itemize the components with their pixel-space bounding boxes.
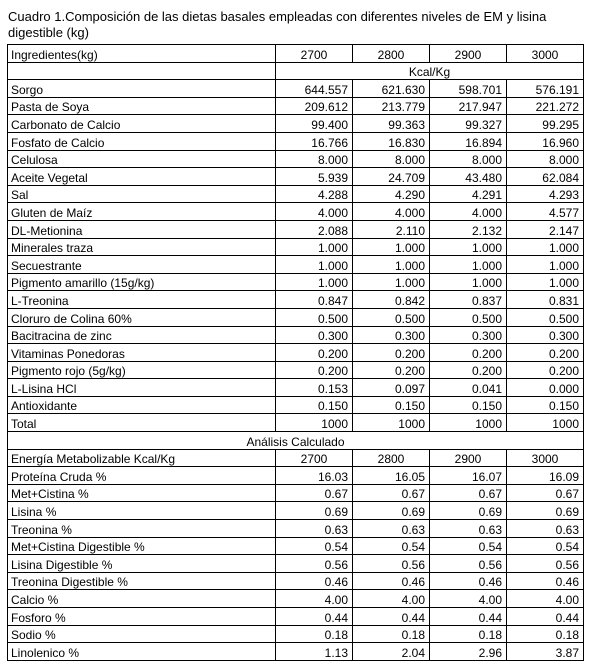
analysis-header-level: 2900 (430, 449, 507, 467)
header-level: 2800 (353, 45, 430, 63)
analysis-row (8, 537, 584, 555)
unit-row (8, 62, 584, 80)
row-value: 4.290 (353, 185, 430, 203)
row-value: 0.500 (430, 308, 507, 326)
analysis-row (8, 467, 584, 485)
row-value: 4.00 (507, 590, 584, 608)
row-value: 1.000 (430, 273, 507, 291)
analysis-row (8, 608, 584, 626)
row-value: 4.293 (507, 185, 584, 203)
row-value: 0.200 (276, 344, 353, 362)
header-label: Ingredientes(kg) (8, 45, 276, 63)
row-value: 598.701 (430, 80, 507, 98)
row-value: 1.000 (353, 238, 430, 256)
row-value: 8.000 (507, 150, 584, 168)
row-value: 43.480 (430, 168, 507, 186)
row-value: 99.327 (430, 115, 507, 133)
row-value: 0.63 (430, 520, 507, 538)
unit-row-blank (8, 62, 276, 80)
row-value: 0.18 (507, 625, 584, 643)
row-value: 0.18 (430, 625, 507, 643)
row-label: Sal (8, 185, 276, 203)
row-value: 1.000 (430, 256, 507, 274)
row-label: Lisina % (8, 502, 276, 520)
row-label: Sorgo (8, 80, 276, 98)
analysis-header-level: 2700 (276, 449, 353, 467)
row-value: 0.18 (353, 625, 430, 643)
row-value: 0.150 (276, 396, 353, 414)
row-label: Lisina Digestible % (8, 555, 276, 573)
row-value: 0.150 (430, 396, 507, 414)
ingredient-row (8, 97, 584, 115)
header-level: 3000 (507, 45, 584, 63)
row-value: 3.87 (507, 643, 584, 661)
ingredient-row (8, 132, 584, 150)
table-caption: Cuadro 1.Composición de las dietas basales empleadas con diferentes niveles de EM y lisina digestible (kg) (8, 9, 547, 40)
row-value: 1.13 (276, 643, 353, 661)
row-value: 2.147 (507, 220, 584, 238)
row-value: 1.000 (353, 256, 430, 274)
analysis-row (8, 502, 584, 520)
ingredient-row (8, 273, 584, 291)
ingredient-row (8, 115, 584, 133)
row-value: 0.56 (353, 555, 430, 573)
row-value: 0.000 (507, 379, 584, 397)
row-value: 24.709 (353, 168, 430, 186)
ingredient-row (8, 150, 584, 168)
row-value: 0.46 (430, 572, 507, 590)
row-value: 16.830 (353, 132, 430, 150)
row-label: Celulosa (8, 150, 276, 168)
row-value: 0.54 (276, 537, 353, 555)
row-value: 0.200 (430, 344, 507, 362)
row-label: Fosforo % (8, 608, 276, 626)
header-level: 2900 (430, 45, 507, 63)
row-value: 1.000 (507, 273, 584, 291)
row-value: 1.000 (507, 238, 584, 256)
row-value: 0.67 (507, 484, 584, 502)
analysis-header-label: Energía Metabolizable Kcal/Kg (8, 449, 276, 467)
row-value: 0.46 (507, 572, 584, 590)
row-label: Pigmento amarillo (15g/kg) (8, 273, 276, 291)
row-value: 0.842 (353, 291, 430, 309)
row-value: 0.69 (507, 502, 584, 520)
row-value: 217.947 (430, 97, 507, 115)
row-value: 1.000 (430, 238, 507, 256)
analysis-row (8, 625, 584, 643)
row-value: 0.097 (353, 379, 430, 397)
row-value: 0.44 (507, 608, 584, 626)
row-value: 99.363 (353, 115, 430, 133)
ingredient-row (8, 185, 584, 203)
header-row (8, 45, 584, 63)
row-value: 5.939 (276, 168, 353, 186)
row-value: 4.000 (353, 203, 430, 221)
row-value: 644.557 (276, 80, 353, 98)
row-label: Proteína Cruda % (8, 467, 276, 485)
row-value: 16.03 (276, 467, 353, 485)
row-value: 0.200 (353, 361, 430, 379)
row-label: Sodio % (8, 625, 276, 643)
row-value: 0.200 (507, 344, 584, 362)
table-body (8, 45, 584, 661)
analysis-title-row (8, 432, 584, 450)
row-label: L-Treonina (8, 291, 276, 309)
row-label: Calcio % (8, 590, 276, 608)
row-label: Aceite Vegetal (8, 168, 276, 186)
row-value: 209.612 (276, 97, 353, 115)
ingredient-row (8, 168, 584, 186)
row-value: 8.000 (353, 150, 430, 168)
row-value: 4.00 (353, 590, 430, 608)
row-value: 621.630 (353, 80, 430, 98)
row-value: 0.500 (353, 308, 430, 326)
unit-label: Kcal/Kg (276, 62, 584, 80)
ingredient-row (8, 326, 584, 344)
row-value: 0.200 (430, 361, 507, 379)
row-value: 16.960 (507, 132, 584, 150)
row-value: 0.300 (353, 326, 430, 344)
ingredient-row (8, 238, 584, 256)
analysis-row (8, 555, 584, 573)
row-value: 0.847 (276, 291, 353, 309)
row-value: 0.200 (507, 361, 584, 379)
ingredient-row (8, 414, 584, 432)
row-label: Antioxidante (8, 396, 276, 414)
ingredient-row (8, 396, 584, 414)
row-label: Gluten de Maíz (8, 203, 276, 221)
row-value: 1.000 (276, 256, 353, 274)
row-value: 16.09 (507, 467, 584, 485)
analysis-header-row (8, 449, 584, 467)
ingredient-row (8, 80, 584, 98)
row-label: Bacitracina de zinc (8, 326, 276, 344)
row-label: Minerales traza (8, 238, 276, 256)
row-value: 0.67 (353, 484, 430, 502)
row-value: 4.00 (430, 590, 507, 608)
row-value: 0.150 (507, 396, 584, 414)
row-value: 1.000 (353, 273, 430, 291)
row-value: 0.18 (276, 625, 353, 643)
row-value: 4.288 (276, 185, 353, 203)
row-label: Vitaminas Ponedoras (8, 344, 276, 362)
row-value: 1.000 (276, 238, 353, 256)
row-value: 0.300 (276, 326, 353, 344)
row-value: 4.291 (430, 185, 507, 203)
row-value: 0.153 (276, 379, 353, 397)
analysis-row (8, 643, 584, 661)
row-value: 16.766 (276, 132, 353, 150)
analysis-title: Análisis Calculado (8, 432, 584, 450)
ingredient-row (8, 220, 584, 238)
row-value: 0.69 (430, 502, 507, 520)
analysis-row (8, 484, 584, 502)
ingredient-row (8, 256, 584, 274)
row-value: 2.04 (353, 643, 430, 661)
row-value: 0.56 (276, 555, 353, 573)
row-value: 0.44 (430, 608, 507, 626)
analysis-row (8, 572, 584, 590)
row-value: 16.894 (430, 132, 507, 150)
row-value: 0.54 (507, 537, 584, 555)
ingredient-row (8, 379, 584, 397)
row-value: 1000 (507, 414, 584, 432)
row-value: 62.084 (507, 168, 584, 186)
row-value: 0.63 (353, 520, 430, 538)
row-value: 4.577 (507, 203, 584, 221)
row-value: 99.295 (507, 115, 584, 133)
row-label: Pasta de Soya (8, 97, 276, 115)
row-value: 0.63 (507, 520, 584, 538)
row-label: Total (8, 414, 276, 432)
row-value: 0.150 (353, 396, 430, 414)
row-value: 1000 (353, 414, 430, 432)
row-label: Carbonato de Calcio (8, 115, 276, 133)
analysis-row (8, 520, 584, 538)
row-value: 0.300 (507, 326, 584, 344)
header-level: 2700 (276, 45, 353, 63)
row-label: Treonina Digestible % (8, 572, 276, 590)
row-value: 2.088 (276, 220, 353, 238)
row-value: 2.110 (353, 220, 430, 238)
row-label: Secuestrante (8, 256, 276, 274)
row-label: Cloruro de Colina 60% (8, 308, 276, 326)
row-value: 8.000 (430, 150, 507, 168)
ingredient-row (8, 344, 584, 362)
row-value: 99.400 (276, 115, 353, 133)
row-value: 8.000 (276, 150, 353, 168)
row-label: Linolenico % (8, 643, 276, 661)
ingredient-row (8, 203, 584, 221)
row-value: 221.272 (507, 97, 584, 115)
analysis-row (8, 590, 584, 608)
row-label: L-Lisina HCl (8, 379, 276, 397)
row-label: Pigmento rojo (5g/kg) (8, 361, 276, 379)
diet-composition-table (7, 44, 584, 661)
row-value: 1000 (430, 414, 507, 432)
analysis-header-level: 2800 (353, 449, 430, 467)
row-value: 16.07 (430, 467, 507, 485)
row-value: 576.191 (507, 80, 584, 98)
row-value: 0.44 (353, 608, 430, 626)
ingredient-row (8, 308, 584, 326)
row-value: 2.132 (430, 220, 507, 238)
row-value: 0.63 (276, 520, 353, 538)
row-value: 0.041 (430, 379, 507, 397)
row-value: 0.300 (430, 326, 507, 344)
row-label: Treonina % (8, 520, 276, 538)
row-value: 0.200 (353, 344, 430, 362)
row-value: 1000 (276, 414, 353, 432)
row-value: 4.000 (430, 203, 507, 221)
row-value: 213.779 (353, 97, 430, 115)
row-value: 4.000 (276, 203, 353, 221)
row-value: 0.200 (276, 361, 353, 379)
row-value: 0.500 (276, 308, 353, 326)
row-value: 0.56 (430, 555, 507, 573)
row-label: Met+Cistina Digestible % (8, 537, 276, 555)
row-value: 0.54 (353, 537, 430, 555)
row-value: 0.67 (430, 484, 507, 502)
row-value: 0.69 (353, 502, 430, 520)
row-value: 0.44 (276, 608, 353, 626)
row-value: 0.54 (430, 537, 507, 555)
row-label: DL-Metionina (8, 220, 276, 238)
row-value: 1.000 (276, 273, 353, 291)
row-value: 0.831 (507, 291, 584, 309)
row-value: 4.00 (276, 590, 353, 608)
row-value: 0.500 (507, 308, 584, 326)
row-value: 0.46 (276, 572, 353, 590)
row-value: 0.46 (353, 572, 430, 590)
row-value: 0.837 (430, 291, 507, 309)
ingredient-row (8, 361, 584, 379)
row-value: 0.56 (507, 555, 584, 573)
row-value: 0.69 (276, 502, 353, 520)
row-value: 2.96 (430, 643, 507, 661)
row-value: 0.67 (276, 484, 353, 502)
row-label: Fosfato de Calcio (8, 132, 276, 150)
row-label: Met+Cistina % (8, 484, 276, 502)
analysis-header-level: 3000 (507, 449, 584, 467)
ingredient-row (8, 291, 584, 309)
row-value: 16.05 (353, 467, 430, 485)
row-value: 1.000 (507, 256, 584, 274)
